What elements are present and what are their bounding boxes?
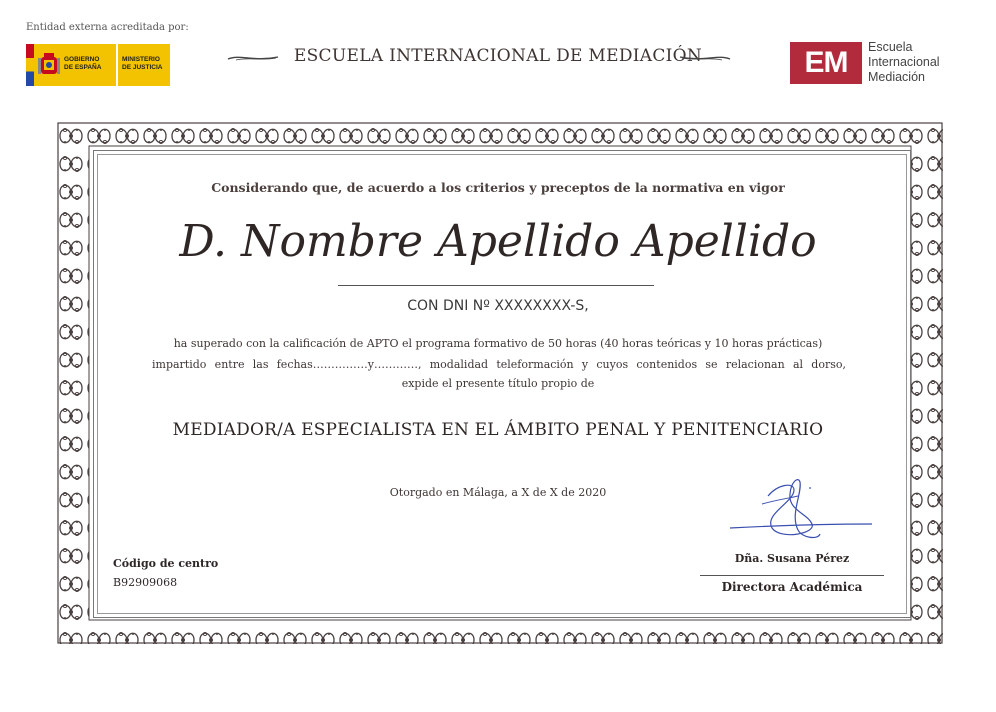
brand-mark: EM xyxy=(790,42,862,84)
center-code-label: Código de centro xyxy=(113,557,219,570)
brand-line2: Internacional xyxy=(868,55,940,69)
gov-logo-line1: GOBIERNO xyxy=(64,56,100,63)
body-line-1: ha superado con la calificación de APTO el programa formativo de 50 horas (40 horas teóricas y 10 horas prácticas) xyxy=(173,337,823,350)
granted-place-date: Otorgado en Málaga, a X de X de 2020 xyxy=(389,486,607,499)
gov-logo-line4: DE JUSTICIA xyxy=(122,64,163,71)
program-title: MEDIADOR/A ESPECIALISTA EN EL ÁMBITO PENAL Y PENITENCIARIO xyxy=(172,420,824,440)
school-title: ESCUELA INTERNACIONAL DE MEDIACIÓN xyxy=(293,46,703,66)
brand-line3: Mediación xyxy=(868,70,925,84)
signer-role: Directora Académica xyxy=(721,580,863,594)
handwritten-signature xyxy=(728,474,874,546)
signer-name: Dña. Susana Pérez xyxy=(734,552,850,565)
accreditation-label: Entidad externa acreditada por: xyxy=(26,22,189,33)
right-swash-ornament xyxy=(678,52,732,64)
name-underline xyxy=(338,285,654,286)
certificate-intro: Considerando que, de acuerdo a los criterios y preceptos de la normativa en vigor xyxy=(211,180,785,195)
recipient-name: D. Nombre Apellido Apellido xyxy=(179,216,817,267)
center-code-value: B92909068 xyxy=(113,576,178,589)
brand-line1: Escuela xyxy=(868,40,913,54)
gov-logo-line2: DE ESPAÑA xyxy=(64,64,102,71)
gov-logo-line3: MINISTERIO xyxy=(122,56,160,63)
school-brand-logo xyxy=(790,40,940,85)
recipient-dni: CON DNI Nº XXXXXXXX-S, xyxy=(407,298,589,314)
body-line-2: impartido entre las fechas……………y…………, modalidad teleformación y cuyos contenidos se relacionan al dorso, xyxy=(152,358,846,371)
signature-line xyxy=(700,575,884,576)
body-line-3: expide el presente título propio de xyxy=(401,377,595,390)
